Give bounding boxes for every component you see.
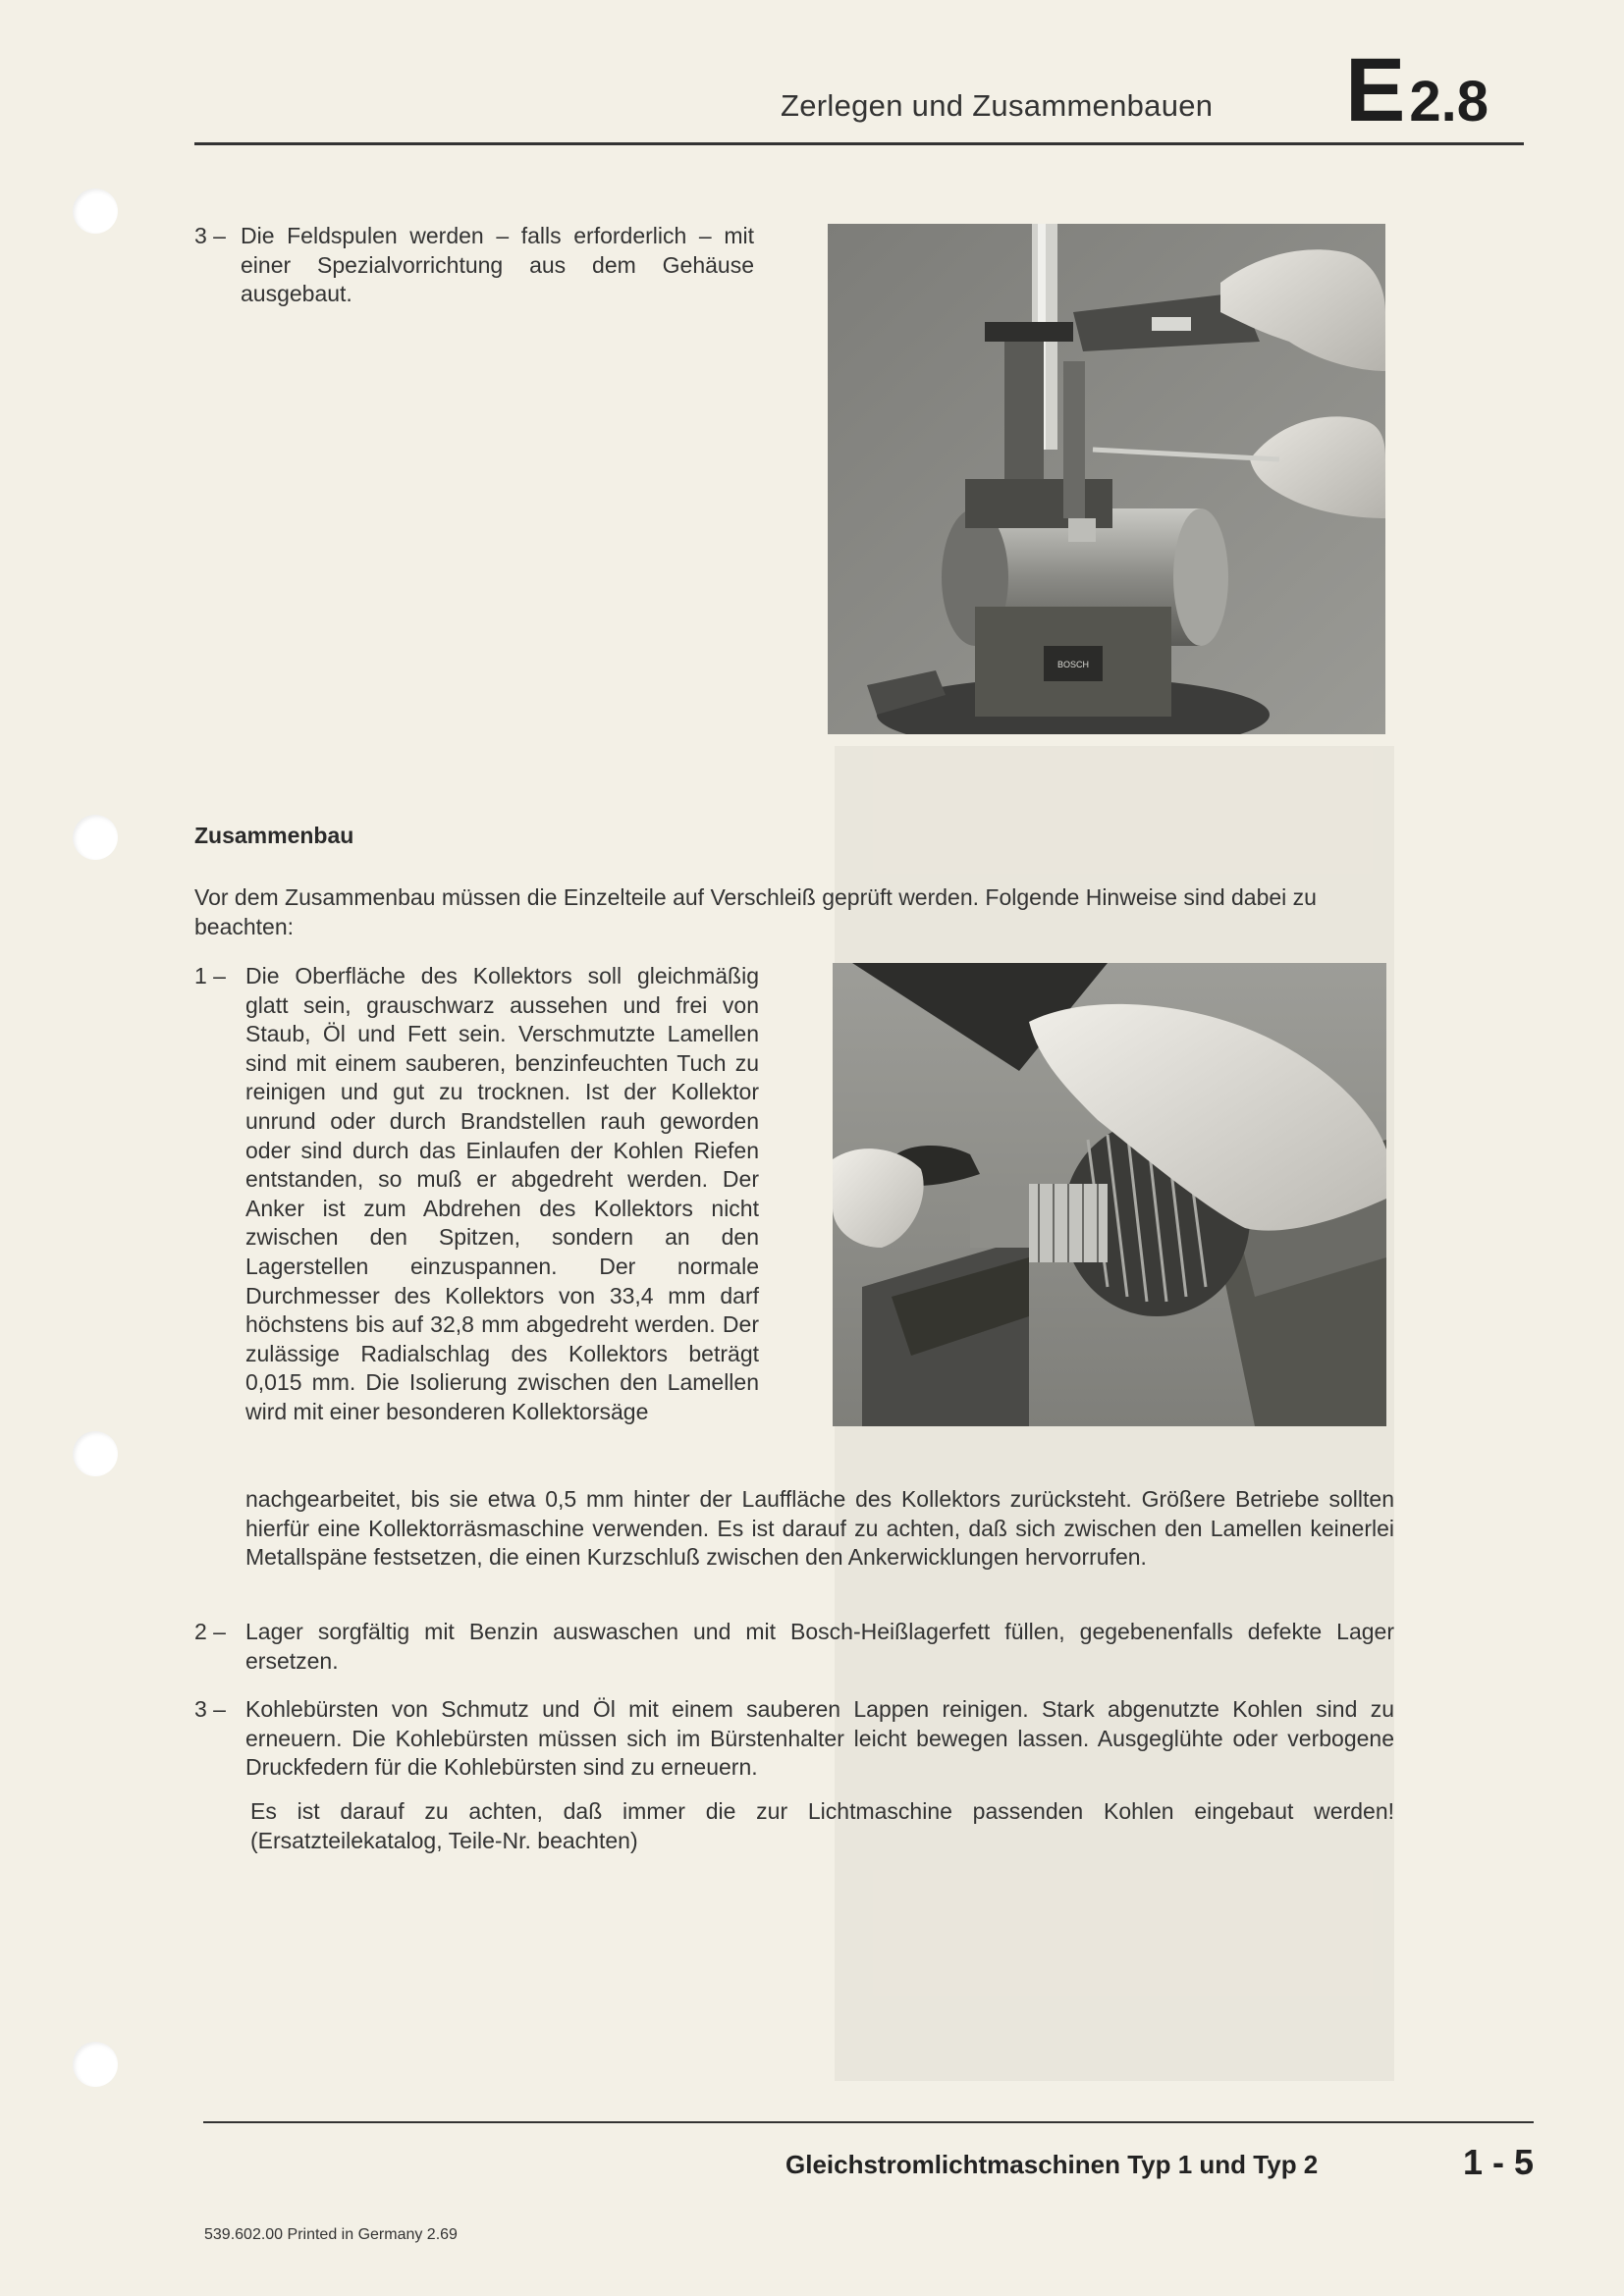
- bosch-nameplate-label: BOSCH: [1056, 660, 1090, 669]
- footer-rule: [203, 2121, 1534, 2123]
- step-number: 3 –: [194, 223, 226, 248]
- footer-title: Gleichstromlichtmaschinen Typ 1 und Typ 2: [785, 2150, 1319, 2179]
- item-text: Lager sorgfältig mit Benzin auswaschen und mit Bosch-Heißlagerfett füllen, gegebenenfalls defekte Lager ersetzen.: [245, 1619, 1394, 1674]
- section-code-number: 2.8: [1409, 70, 1489, 133]
- photo-armature-commutator: [833, 963, 1386, 1426]
- punch-hole: [73, 1431, 118, 1476]
- step-text: Die Feldspulen werden – falls erforderlich – mit einer Spezialvorrichtung aus dem Gehäuse ausgebaut.: [241, 223, 754, 307]
- section-code-letter: E: [1345, 40, 1404, 140]
- item-note: Es ist darauf zu achten, daß immer die zur Lichtmaschine passenden Kohlen eingebaut werden! (Ersatzteilekatalog, Teile-Nr. beachten): [250, 1798, 1394, 1853]
- assembly-intro: Vor dem Zusammenbau müssen die Einzelteile auf Verschleiß geprüft werden. Folgende Hinweise sind dabei zu beachten:: [194, 884, 1317, 939]
- punch-hole: [73, 815, 118, 860]
- item-number: 3 –: [194, 1696, 226, 1722]
- imprint: 539.602.00 Printed in Germany 2.69: [204, 2226, 458, 2243]
- punch-hole: [73, 188, 118, 234]
- section-heading-assembly: Zusammenbau: [194, 823, 354, 848]
- item-text: Kohlebürsten von Schmutz und Öl mit einem sauberen Lappen reinigen. Stark abgenutzte Kohlen sind zu erneuern. Die Kohlebürsten müssen sich im Bürstenhalter leicht bewegen lassen. Ausgeglühte oder verbogene Druckfedern für die Kohlebürsten sind zu erneuern.: [245, 1696, 1394, 1781]
- section-code: [1345, 39, 1489, 142]
- field-coil-fixture-illustration: [828, 224, 1385, 734]
- item-number: 2 –: [194, 1619, 226, 1644]
- item-text-narrow: Die Oberfläche des Kollektors soll gleichmäßig glatt sein, grauschwarz aussehen und frei von Staub, Öl und Fett sein. Verschmutzte Lamellen sind mit einem sauberen, benzinfeuchten Tuch zu reinigen und gut zu trocknen. Ist der Kollektor unrund oder durch Brandstellen rauh geworden oder sind durch das Einlaufen der Kohlen Riefen entstanden, so muß er abgedreht werden. Der Anker ist zum Abdrehen des Kollektors nicht zwischen den Spitzen, sondern an den Lagerstellen einzuspannen. Der normale Durchmesser des Kollektors von 33,4 mm darf höchstens bis auf 32,8 mm abgedreht werden. Der zulässige Radialschlag des Kollektors beträgt 0,015 mm. Die Isolierung zwischen den Lamellen wird mit einer besonderen Kollektorsäge: [245, 963, 759, 1424]
- page-number: 1 - 5: [1463, 2142, 1535, 2182]
- photo-field-coil-removal: [828, 224, 1385, 734]
- item-number: 1 –: [194, 963, 226, 988]
- punch-hole: [73, 2042, 118, 2087]
- armature-turning-illustration: [833, 963, 1386, 1426]
- page-header-title: Zerlegen und Zusammenbauen: [781, 88, 1214, 123]
- item-text-wide: nachgearbeitet, bis sie etwa 0,5 mm hinter der Lauffläche des Kollektors zurücksteht. Größere Betriebe sollten hierfür eine Kollektorräsmaschine verwenden. Es ist darauf zu achten, daß sich zwischen den Lamellen keinerlei Metallspäne festsetzen, die einen Kurzschluß zwischen den Ankerwicklungen hervorrufen.: [245, 1486, 1394, 1571]
- header-rule: [194, 142, 1524, 145]
